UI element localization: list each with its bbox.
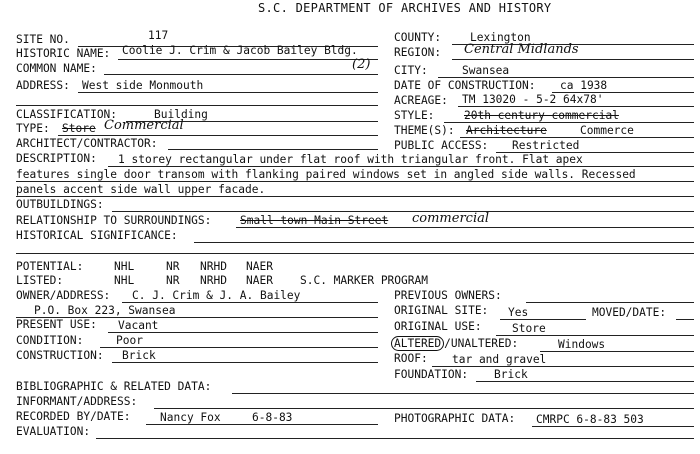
- historical-significance-line: [194, 242, 694, 243]
- foundation-line: [476, 381, 694, 382]
- architect-line: [168, 149, 378, 150]
- city-value: Swansea: [462, 64, 510, 77]
- owner-label: OWNER/ADDRESS:: [16, 289, 111, 302]
- original-use-label: ORIGINAL USE:: [394, 320, 482, 333]
- region-value: Central Midlands: [464, 42, 579, 57]
- date-value: ca 1938: [560, 79, 608, 92]
- listed-nrhd: NRHD: [200, 274, 227, 287]
- construction-line: [112, 362, 378, 363]
- potential-nrhd: NRHD: [200, 260, 227, 273]
- original-use-value: Store: [512, 322, 546, 335]
- owner-underline-1: [122, 302, 378, 303]
- architect-label: ARCHITECT/CONTRACTOR:: [16, 137, 158, 150]
- construction-label: CONSTRUCTION:: [16, 349, 104, 362]
- description-label: DESCRIPTION:: [16, 152, 97, 165]
- previous-owners-label: PREVIOUS OWNERS:: [394, 289, 502, 302]
- description-underline-2: [16, 181, 694, 182]
- date-label: DATE OF CONSTRUCTION:: [394, 79, 536, 92]
- relationship-struck: Small town Main Street: [240, 214, 389, 227]
- acreage-line: [458, 106, 694, 107]
- owner-line-1: C. J. Crim & J. A. Bailey: [132, 289, 301, 302]
- county-value: Lexington: [470, 31, 531, 44]
- type-value: Commercial: [104, 118, 184, 133]
- historic-name-value: Coolie J. Crim & Jacob Bailey Bldg.: [122, 44, 358, 57]
- themes-struck: Architecture: [466, 124, 547, 137]
- condition-value: Poor: [116, 334, 143, 347]
- acreage-label: ACREAGE:: [394, 94, 448, 107]
- roof-line: [432, 366, 694, 367]
- informant-label: INFORMANT/ADDRESS:: [16, 395, 138, 408]
- themes-line: [460, 137, 694, 138]
- address-line: [78, 92, 378, 93]
- altered-row: [394, 337, 518, 350]
- potential-nr: NR: [166, 260, 180, 273]
- bibliographic-line: [232, 393, 694, 394]
- moved-date-line: [676, 319, 694, 320]
- relationship-value: commercial: [412, 211, 490, 226]
- classification-value: Building: [154, 108, 208, 121]
- site-no-label: SITE NO.: [16, 33, 70, 46]
- classification-label: CLASSIFICATION:: [16, 108, 118, 121]
- informant-line: [154, 408, 694, 409]
- original-site-line: [500, 319, 586, 320]
- region-label: REGION:: [394, 46, 442, 59]
- address-label: ADDRESS:: [16, 79, 70, 92]
- common-name-label: COMMON NAME:: [16, 62, 97, 75]
- listed-nhl: NHL: [114, 274, 135, 287]
- address-line-2: [16, 105, 378, 106]
- description-line-3: panels accent side wall upper facade.: [16, 183, 266, 196]
- recorded-by-label: RECORDED BY/DATE:: [16, 410, 131, 423]
- type-struck: Store: [62, 122, 96, 135]
- evaluation-label: EVALUATION:: [16, 425, 91, 438]
- themes-label: THEME(S):: [394, 124, 455, 137]
- roof-value: tar and gravel: [452, 353, 547, 366]
- construction-value: Brick: [122, 349, 156, 362]
- foundation-value: Brick: [494, 368, 528, 381]
- outbuildings-label: OUTBUILDINGS:: [16, 198, 104, 211]
- address-value: West side Monmouth: [82, 79, 204, 92]
- style-struck: 20th century commercial: [464, 109, 619, 122]
- city-label: CITY:: [394, 64, 428, 77]
- type-line: [58, 135, 378, 136]
- relationship-line: [236, 227, 694, 228]
- bibliographic-label: BIBLIOGRAPHIC & RELATED DATA:: [16, 380, 212, 393]
- altered-line: [540, 351, 694, 352]
- common-name-line: [104, 74, 378, 75]
- description-underline-3: [16, 196, 694, 197]
- foundation-label: FOUNDATION:: [394, 368, 469, 381]
- description-underline-1: [108, 166, 694, 167]
- present-use-label: PRESENT USE:: [16, 318, 97, 331]
- style-line: [444, 122, 694, 123]
- relationship-label: RELATIONSHIP TO SURROUNDINGS:: [16, 214, 212, 227]
- condition-line: [100, 347, 378, 348]
- potential-naer: NAER: [246, 260, 273, 273]
- page-title: S.C. DEPARTMENT OF ARCHIVES AND HISTORY: [258, 1, 552, 15]
- public-access-value: Restricted: [512, 139, 580, 152]
- description-line-2: features single door transom with flanking paired windows set in angled side walls. Recessed: [16, 168, 636, 181]
- photographic-data-value: CMRPC 6-8-83 503: [536, 413, 644, 426]
- present-use-value: Vacant: [118, 319, 159, 332]
- recorded-date-value: 6-8-83: [252, 411, 293, 424]
- style-label: STYLE:: [394, 109, 435, 122]
- condition-label: CONDITION:: [16, 334, 84, 347]
- altered-label: ALTERED: [391, 336, 444, 351]
- listed-nr: NR: [166, 274, 180, 287]
- listed-naer: NAER: [246, 274, 273, 287]
- themes-value: Commerce: [580, 124, 634, 137]
- photographic-data-line: [532, 426, 694, 427]
- evaluation-line: [96, 438, 694, 439]
- historical-significance-label: HISTORICAL SIGNIFICANCE:: [16, 229, 178, 242]
- historic-name-line: [118, 59, 378, 60]
- section-divider: [16, 253, 694, 254]
- recorded-by-value: Nancy Fox: [160, 411, 221, 424]
- region-line: [452, 59, 694, 60]
- photographic-data-label: PHOTOGRAPHIC DATA:: [394, 412, 516, 425]
- original-site-label: ORIGINAL SITE:: [394, 304, 489, 317]
- moved-date-label: MOVED/DATE:: [592, 306, 667, 319]
- present-use-line: [108, 332, 378, 333]
- original-use-line: [496, 335, 694, 336]
- roof-label: ROOF:: [394, 352, 428, 365]
- unaltered-label: /UNALTERED:: [444, 337, 519, 350]
- city-line: [438, 77, 694, 78]
- acreage-value: TM 13020 - 5-2 64x78': [462, 93, 604, 106]
- recorded-by-line: [146, 424, 378, 425]
- marker-program-label: S.C. MARKER PROGRAM: [300, 274, 428, 287]
- type-label: TYPE:: [16, 122, 50, 135]
- description-line-1: 1 storey rectangular under flat roof with triangular front. Flat apex: [118, 153, 583, 166]
- outbuildings-line: [112, 211, 694, 212]
- original-site-value: Yes: [508, 306, 529, 319]
- altered-value: Windows: [558, 338, 606, 351]
- listed-label: LISTED:: [16, 274, 64, 287]
- county-label: COUNTY:: [394, 31, 442, 44]
- potential-nhl: NHL: [114, 260, 135, 273]
- historic-name-label: HISTORIC NAME:: [16, 47, 111, 60]
- public-access-label: PUBLIC ACCESS:: [394, 139, 489, 152]
- site-no-value: 117: [148, 29, 169, 42]
- previous-owners-line: [526, 302, 694, 303]
- historic-name-note: (2): [352, 57, 371, 72]
- owner-line-2: P.O. Box 223, Swansea: [34, 304, 176, 317]
- potential-label: POTENTIAL:: [16, 260, 84, 273]
